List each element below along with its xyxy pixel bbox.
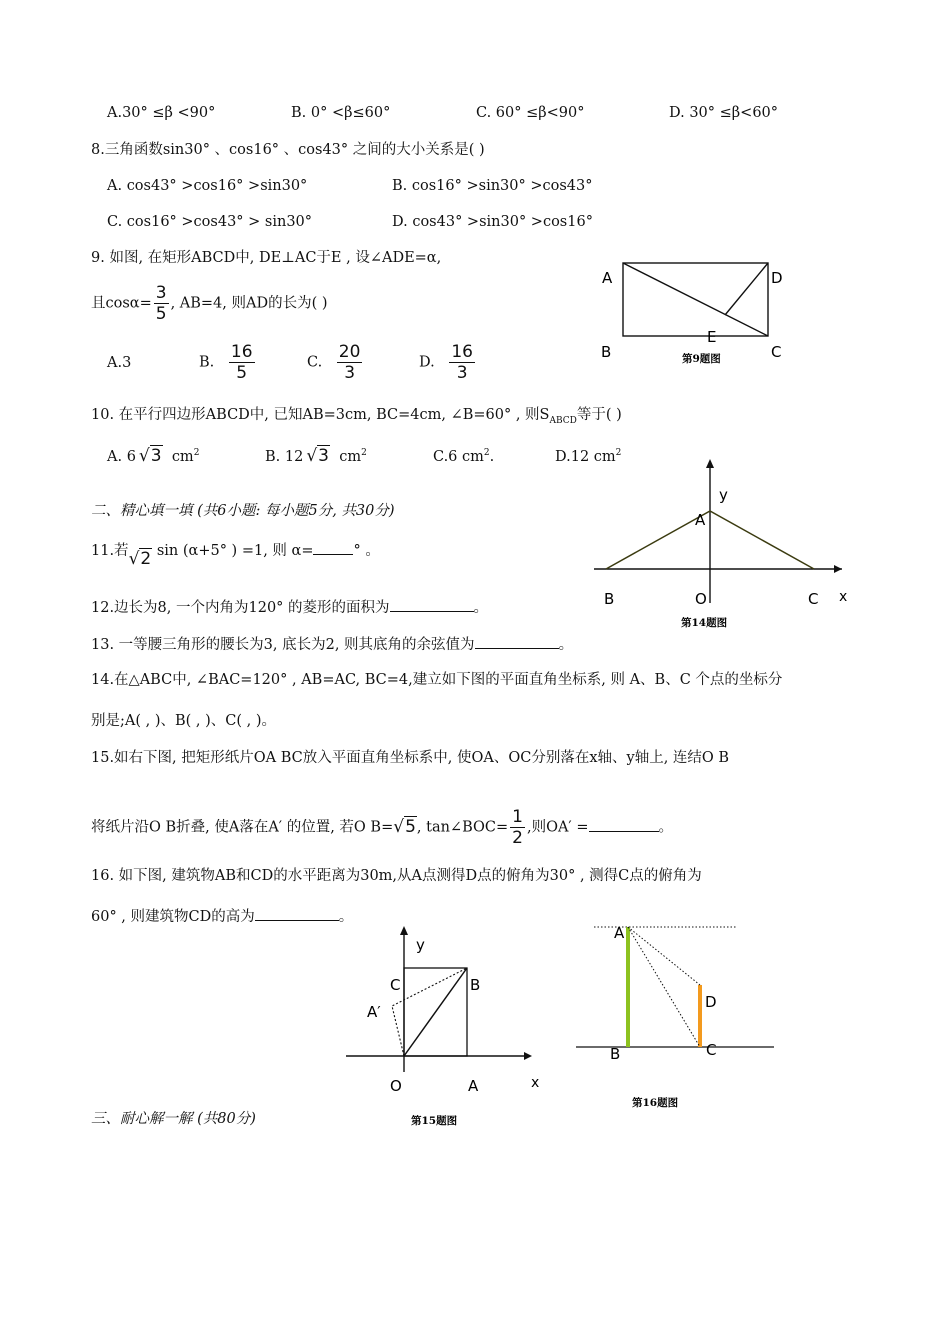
figure-q9-rectangle	[590, 255, 800, 370]
q11-answer-blank[interactable]	[313, 554, 353, 555]
q15-sqrt: √5	[393, 816, 416, 837]
y-axis-arrow	[400, 926, 408, 935]
q8-option-b: B. cos16° >sin30° >cos43°	[392, 178, 593, 194]
y-axis-arrow	[706, 459, 714, 468]
q13: 13. 一等腰三角形的腰长为3, 底长为2, 则其底角的余弦值为 。	[91, 637, 574, 653]
segment-de	[725, 263, 768, 315]
label-a: A	[614, 924, 625, 942]
figure-q16-buildings	[570, 915, 780, 1115]
q9-line2	[91, 283, 328, 324]
label-o: O	[390, 1077, 402, 1095]
label-a: A	[695, 511, 706, 529]
q8-option-c: C. cos16° >cos43° > sin30°	[107, 214, 313, 230]
x-axis-arrow	[834, 565, 842, 573]
section-3-heading: 三、耐心解一解 (共80分)	[91, 1111, 256, 1127]
label-y: y	[416, 936, 425, 954]
q9-options	[107, 342, 477, 383]
label-d: D	[771, 269, 783, 287]
q13-answer-blank[interactable]	[475, 648, 559, 649]
q9-line2-post: , AB=4, 则AD的长为( )	[170, 295, 328, 312]
figure-q15-fold	[340, 922, 550, 1132]
label-c: C	[706, 1041, 717, 1059]
q10-option-a: A. 6 √3 $cm^2$	[107, 445, 200, 466]
q9-cos-fraction: $\frac{3}{5}$	[155, 283, 167, 324]
q9-line2-pre: 且cosα=	[91, 295, 152, 312]
label-c: C	[808, 590, 819, 608]
q16-line1: 16. 如下图, 建筑物AB和CD的水平距离为30m,从A点测得D点的俯角为30° , 测得C点的俯角为	[91, 868, 702, 884]
label-a-prime: A′	[367, 1003, 381, 1021]
caption-q14: 第14题图	[681, 617, 728, 629]
label-a: A	[602, 269, 613, 287]
q7-option-b: B. 0° <β≤60°	[291, 105, 391, 121]
q12-answer-blank[interactable]	[390, 611, 474, 612]
q8-stem: 8.三角函数sin30° 、cos16° 、cos43° 之间的大小关系是( )	[91, 142, 485, 158]
q11: 11.若√2 sin (α+5° ) =1, 则 α= ° 。	[91, 543, 380, 569]
caption-q15: 第15题图	[411, 1115, 458, 1127]
label-b: B	[601, 343, 612, 361]
label-d: D	[705, 993, 717, 1011]
q7-option-c: C. 60° ≤β<90°	[476, 105, 585, 121]
label-b: B	[470, 976, 481, 994]
q12: 12.边长为8, 一个内角为120° 的菱形的面积为 。	[91, 600, 489, 616]
q9-option-b: B. $\frac{16}{5}$	[199, 342, 253, 383]
diagonal-ob	[404, 968, 467, 1056]
q15-line2: 将纸片沿O B折叠, 使A落在A′ 的位置, 若O B=√5, tan∠BOC= $\frac{1}{2}$ ,则OA′ = 。	[91, 807, 673, 848]
label-b: B	[604, 590, 615, 608]
q9-option-a: A.3	[107, 354, 132, 371]
q10-option-c: C.6 $cm^2$.	[433, 448, 495, 465]
x-axis-arrow	[524, 1052, 532, 1060]
q10-option-b: B. 12 √3 $cm^2$	[265, 445, 367, 466]
folded-edges	[392, 968, 467, 1056]
sight-line-ac	[628, 927, 700, 1047]
label-x: x	[839, 589, 848, 605]
figure-q14-triangle	[588, 455, 858, 635]
q15-answer-blank[interactable]	[589, 831, 659, 832]
q16-answer-blank[interactable]	[255, 920, 339, 921]
label-e: E	[707, 328, 717, 346]
label-c: C	[771, 343, 782, 361]
q8-option-a: A. cos43° >cos16° >sin30°	[107, 178, 308, 194]
label-c: C	[390, 976, 401, 994]
q14-line2: 别是;A( , )、B( , )、C( , )。	[91, 713, 277, 729]
q9-option-d: D. $\frac{16}{3}$	[419, 342, 473, 383]
q15-line1: 15.如右下图, 把矩形纸片OA BC放入平面直角坐标系中, 使OA、OC分别落在x轴、y轴上, 连结O B	[91, 750, 730, 766]
q10-subscript: ABCD	[549, 415, 577, 426]
q7-option-a: A.30° ≤β <90°	[107, 105, 216, 121]
q15-tan-fraction: $\frac{1}{2}$	[512, 807, 523, 848]
q14-line1: 14.在△ABC中, ∠BAC=120° , AB=AC, BC=4,建立如下图的平面直角坐标系, 则 A、B、C 个点的坐标分	[91, 672, 783, 688]
q9-stem: 9. 如图, 在矩形ABCD中, DE⊥AC于E , 设∠ADE=α,	[91, 250, 442, 266]
diagonal-ac	[623, 263, 768, 336]
caption-q16: 第16题图	[632, 1097, 679, 1109]
q8-option-d: D. cos43° >sin30° >cos16°	[392, 214, 593, 230]
caption-q9: 第9题图	[682, 353, 721, 365]
q16-line2: 60° , 则建筑物CD的高为 。	[91, 909, 354, 925]
q10-option-d: D.12 $cm^2$	[555, 448, 622, 465]
q10-stem: 10. 在平行四边形ABCD中, 已知AB=3cm, BC=4cm, ∠B=60° , 则$S_{ABCD}$等于( )	[91, 407, 622, 426]
label-y: y	[719, 486, 728, 504]
q7-option-d: D. 30° ≤β<60°	[669, 105, 779, 121]
label-a: A	[468, 1077, 479, 1095]
label-b: B	[610, 1045, 621, 1063]
section-2-heading: 二、精心填一填 (共6小题: 每小题5分, 共30分)	[91, 503, 395, 519]
q9-option-c: C. $\frac{20}{3}$	[307, 342, 361, 383]
q11-sqrt: √2	[128, 549, 152, 569]
sight-line-ad	[628, 927, 700, 985]
q10-options	[107, 443, 621, 467]
label-o: O	[695, 590, 707, 608]
label-x: x	[531, 1075, 540, 1091]
